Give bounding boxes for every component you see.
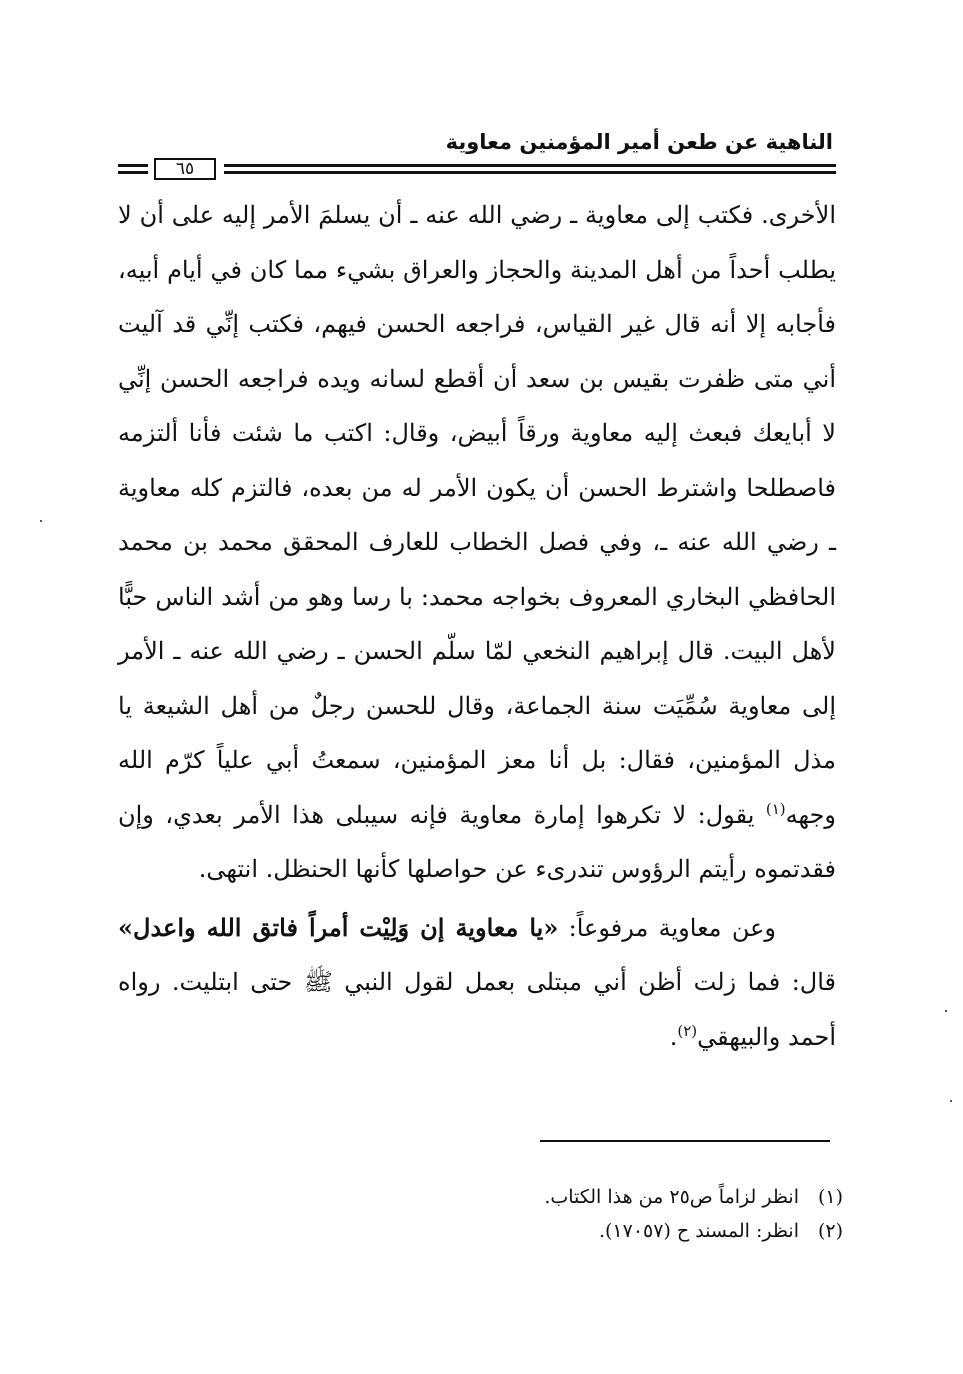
footnote-text: انظر: المسند ح (١٧٠٥٧). xyxy=(598,1220,799,1242)
paragraph-text: يقول: لا تكرهوا إمارة معاوية فإنه سيبلى هذا الأمر بعدي، وإن فقدتموه رأيتم الرؤوس تندرىء عن حواصلها كأنها الحنظل. انتهى. xyxy=(118,800,836,883)
footnote-separator xyxy=(540,1140,830,1142)
rule-double-line xyxy=(224,164,836,174)
paragraph-text: . xyxy=(669,1022,678,1051)
hadith-quote: «يا معاوية إن وَلِيْت أمراً فاتق الله واعدل» xyxy=(118,912,559,942)
scan-speck xyxy=(945,1010,947,1012)
rule-stub xyxy=(118,164,148,174)
scan-speck xyxy=(40,520,42,522)
paragraph-text: قال: فما زلت أظن أني مبتلى بعمل لقول النبي ﷺ حتى ابتليت. رواه أحمد والبيهقي xyxy=(118,968,836,1051)
footnote-number: (٢) xyxy=(817,1220,843,1242)
page-number: ٦٥ xyxy=(154,158,216,180)
main-text xyxy=(118,188,836,1064)
paragraph-text: الأخرى. فكتب إلى معاوية ـ رضي الله عنه ـ أن يسلمَ الأمر إليه على أن لا يطلب أحداً من أهل المدينة والحجاز والعراق بشيء مما كان في أيام أبيه، فأجابه إلا أنه قال غير القياس، فراجعه الحسن فيهم، فكتب إنِّي قد آليت أني متى ظفرت بقيس بن سعد أن أقطع لسانه ويده فراجعه الحسن إنِّي لا أبايعك فبعث إليه معاوية ورقاً أبيض، وقال: اكتب ما شئت فأنا ألتزمه فاصطلحا واشترط الحسن أن يكون الأمر له من بعده، فالتزم كله معاوية ـ رضي الله عنه ـ، وفي فصل الخطاب للعارف المحقق محمد بن محمد الحافظي البخاري المعروف بخواجه محمد: با رسا وهو من أشد الناس حبًّا لأهل البيت. قال إبراهيم النخعي لمّا سلّم الحسن ـ رضي الله عنه ـ الأمر إلى معاوية سُمِّيَت سنة الجماعة، وقال للحسن رجلٌ من أهل الشيعة يا مذل المؤمنين، فقال: بل أنا معز المؤمنين، سمعتُ أبي علياً كرّم الله وجهه xyxy=(118,201,836,829)
footnote xyxy=(343,1214,843,1248)
paragraph xyxy=(118,897,836,1065)
header-rule xyxy=(118,158,836,182)
footnote-ref: (٢) xyxy=(677,1021,698,1040)
scan-speck xyxy=(950,1100,952,1102)
footnote-number: (١) xyxy=(817,1186,843,1208)
footnote xyxy=(343,1180,843,1214)
footnote-ref: (١) xyxy=(765,799,786,818)
paragraph xyxy=(118,188,836,897)
footnote-text: انظر لزاماً ص٢٥ من هذا الكتاب. xyxy=(544,1186,799,1208)
paragraph-text: وعن معاوية مرفوعاً: xyxy=(558,913,776,942)
footnotes xyxy=(343,1180,843,1248)
running-title: الناهية عن طعن أمير المؤمنين معاوية xyxy=(445,130,833,154)
